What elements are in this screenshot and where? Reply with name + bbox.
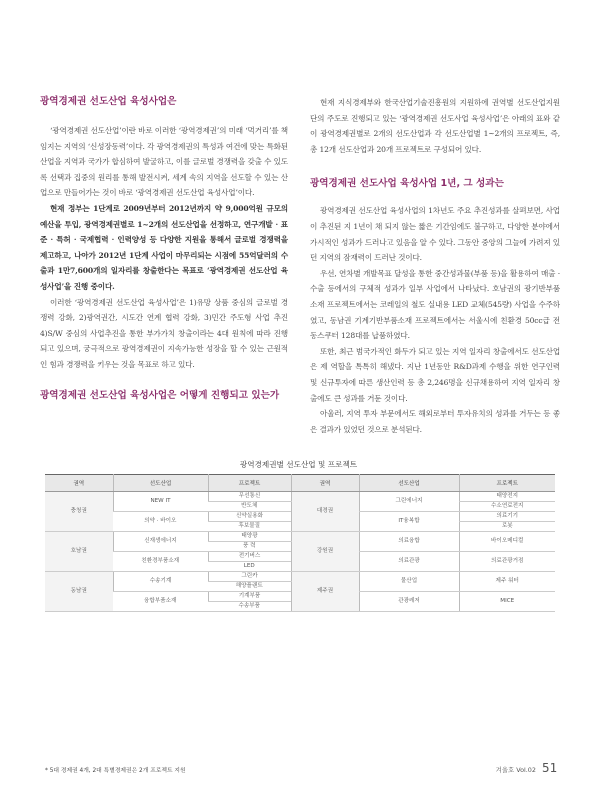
table-header: 선도산업	[359, 475, 459, 492]
table-title: 광역경제권별 선도산업 및 프로젝트	[239, 460, 358, 469]
paragraph-jobs: 또한, 최근 범국가적인 화두가 되고 있는 지역 일자리 창출에서도 선도산업은 제 역할을 톡톡히 해냈다. 지난 1년동안 R&D과제 수행을 위한 연구인력 및 신규투자에 따른 생산인력 등 총 2,246명을 신규채용하여 지역 일자리 창출에도 큰 성과를 거둔 것이다.	[310, 346, 560, 403]
industry-cell: 친환경부품소재	[113, 552, 208, 572]
table-header: 권역	[45, 475, 113, 492]
paragraph-first-year: 광역경제권 선도산업 육성사업의 1차년도 주요 추진성과를 살펴보면, 사업이 추진된 지 1년이 채 되지 않는 짧은 기간임에도 불구하고, 다양한 분야에서 가시적인 성과가 드러나고 있음을 알 수 있다. 그동안 중앙의 그늘에 가려져 있던 지역의 잠재력이 드러난 것이다.	[310, 206, 560, 263]
region-cell: 동남권	[45, 572, 113, 612]
region-cell: 강원권	[291, 532, 359, 572]
left-column	[40, 95, 288, 403]
industry-cell: 관광레저	[359, 592, 459, 612]
paragraph-sales-results: 우선, 연차별 개발목표 달성을 통한 중간성과물(부품 등)을 활용하여 매출 · 수출 등에서의 구체적 성과가 일부 사업에서 나타났다. 호남권의 광기반부품소재 프로젝트에서는 코레일의 철도 실내용 LED 교체(545량) 사업을 수주하였고, 동남권 기계기반부품소재 프로젝트에서는 서울시에 친환경 50cc급 전동스쿠터 128대를 납품하였다.	[310, 268, 560, 341]
project-cell: 수소연료전지	[459, 502, 555, 512]
right-column	[310, 95, 560, 437]
project-cell: 반도체	[208, 502, 291, 512]
region-cell: 충청권	[45, 492, 113, 532]
table-row	[45, 572, 555, 582]
table-row	[45, 492, 555, 502]
project-cell: 로봇	[459, 522, 555, 532]
industry-cell: 수송기계	[113, 572, 208, 592]
project-cell: LED	[208, 562, 291, 572]
project-cell: 무선통신	[208, 492, 291, 502]
project-cell: 해양플랜트	[208, 582, 291, 592]
project-cell: 기계부품	[208, 592, 291, 602]
program-table	[45, 474, 555, 612]
bold-text: 현재 정부는 1단계로 2009년부터 2012년까지 약 9,000억원 규모의 예산을 투입, 광역경제권별로 1~2개의 선도산업을 선정하고, 연구개발 · 표준 · 특허 · 국제협력 · 인력양성 등 다양한 지원을 통해서 글로벌 경쟁력을 제고하고, 나아가 2012년 1단계 사업이 마무리되는 시점에 55억달러의 수출과 1만7,600개의 일자리를 창출한다는 목표로 ‘광역경제권 선도산업 육성사업’을 진행 중이다.	[40, 203, 288, 291]
table-header: 선도산업	[113, 475, 208, 492]
project-cell: 태양광	[208, 532, 291, 542]
table-header: 프로젝트	[459, 475, 555, 492]
industry-cell: 융합부품소재	[113, 592, 208, 612]
industry-cell: 의약 · 바이오	[113, 512, 208, 532]
project-cell: 바이오메디컬	[459, 532, 555, 552]
project-cell: 수송부품	[208, 602, 291, 612]
industry-cell: 신재생에너지	[113, 532, 208, 552]
paragraph-investment: 아울러, 지역 투자 부문에서도 해외로부터 투자유치의 성과를 거두는 등 좋은 결과가 있었던 것으로 분석된다.	[310, 409, 560, 434]
industry-cell: 의료관광	[359, 552, 459, 572]
region-cell: 호남권	[45, 532, 113, 572]
industry-cell: NEW IT	[113, 492, 208, 512]
table-row	[45, 532, 555, 542]
industry-cell: 의료융합	[359, 532, 459, 552]
page-number: 51	[541, 760, 557, 775]
project-cell: 풍 력	[208, 542, 291, 552]
paragraph-principles: 이러한 ‘광역경제권 선도산업 육성사업’은 1)유망 상품 중심의 글로벌 경쟁력 강화, 2)광역권간, 시도간 연계 협력 강화, 3)민간 주도형 사업 추진 4)S/W 중심의 사업추진을 통한 부가가치 창출이라는 4대 원칙에 따라 진행되고 있으며, 궁극적으로 광역경제권이 지속가능한 성장을 할 수 있는 근원적인 힘과 경쟁력을 키우는 것을 목표로 하고 있다.	[40, 297, 288, 369]
magazine-issue: 겨울호 Vol.02	[495, 766, 536, 774]
project-cell: 신약실용화	[208, 512, 291, 522]
project-cell: 의료기기	[459, 512, 555, 522]
paragraph-definition: ‘광역경제권 선도산업’이란 바로 이러한 ‘광역경제권’의 미래 ‘먹거리’를 책임지는 지역의 ‘신성장동력’이다. 각 광역경제권의 특성과 여건에 맞는 특화된 산업을 지역과 국가가 합심하여 발굴하고, 이를 글로벌 경쟁력을 갖출 수 있도록 선택과 집중의 원리를 통해 발전시켜, 세계 속의 지역을 선도할 수 있는 산업으로 만들어가는 것이 바로 ‘광역경제권 선도산업 육성사업’이다.	[40, 126, 288, 198]
table-header: 프로젝트	[208, 475, 291, 492]
region-cell: 제주권	[291, 572, 359, 612]
section-heading-intro: 광역경제권 선도산업 육성사업은	[40, 96, 177, 107]
project-cell: 그린카	[208, 572, 291, 582]
industry-cell: 물산업	[359, 572, 459, 592]
page-footer	[496, 760, 557, 775]
paragraph-structure: 현재 지식경제부와 한국산업기술진흥원의 지원하에 권역별 선도산업지원단의 주도로 진행되고 있는 ‘광역경제권 선도사업 육성사업’은 아래의 표와 같이 광역경제권별로 2개의 선도산업과 각 선도산업별 1~2개의 프로젝트, 즉, 총 12개 선도산업과 20개 프로젝트로 구성되어 있다.	[310, 98, 560, 154]
project-cell: 의료관광거점	[459, 552, 555, 572]
table-header-row	[45, 475, 555, 492]
industry-cell: 그린에너지	[359, 492, 459, 512]
project-cell: 전기버스	[208, 552, 291, 562]
paragraph-government-plan	[40, 201, 288, 295]
project-cell: MICE	[459, 592, 555, 612]
region-cell: 대경권	[291, 492, 359, 532]
table-header: 권역	[291, 475, 359, 492]
project-cell: 후보물질	[208, 522, 291, 532]
section-heading-results: 광역경제권 선도사업 육성사업 1년, 그 성과는	[310, 178, 504, 190]
project-cell: 제주 워터	[459, 572, 555, 592]
industry-cell: IT융복합	[359, 512, 459, 532]
section-heading-progress: 광역경제권 선도산업 육성사업은 어떻게 진행되고 있는가	[40, 389, 280, 401]
table-footnote: * 5대 경제권 4개, 2대 특별경제권은 2개 프로젝트 지원	[45, 768, 186, 774]
project-cell: 태양전지	[459, 492, 555, 502]
